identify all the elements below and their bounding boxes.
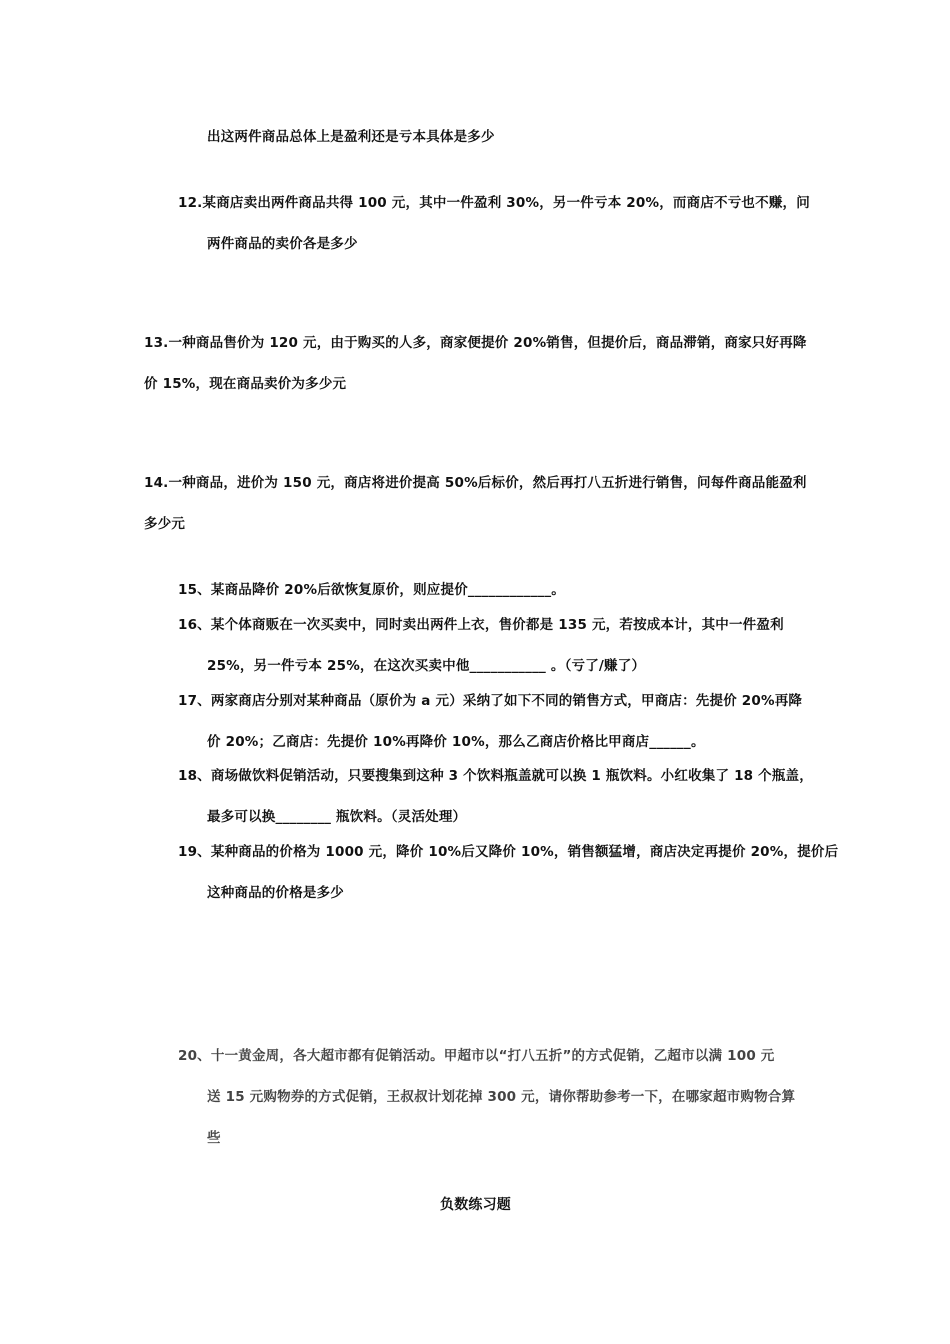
question-19: 19、某种商品的价格为 1000 元，降价 10%后又降价 10%，销售额猛增，商店决定再提价 20%，提价后: [178, 844, 839, 860]
question-12: 12.某商店卖出两件商品共得 100 元，其中一件盈利 30%，另一件亏本 20%，而商店不亏也不赚，问: [178, 195, 810, 211]
section-heading: 负数练习题: [440, 1197, 511, 1213]
question-20: 20、十一黄金周，各大超市都有促销活动。甲超市以“打八五折”的方式促销，乙超市以满 100 元: [178, 1048, 775, 1064]
text-line: 价 20%；乙商店：先提价 10%再降价 10%，那么乙商店价格比甲商店______。: [207, 734, 705, 750]
question-18: 18、商场做饮料促销活动，只要搜集到这种 3 个饮料瓶盖就可以换 1 瓶饮料。小红收集了 18 个瓶盖，: [178, 768, 813, 784]
text-line: 多少元: [144, 516, 186, 532]
text-line: 25%，另一件亏本 25%，在这次买卖中他___________ 。（亏了/赚了）: [207, 658, 646, 674]
text-line: 两件商品的卖价各是多少: [207, 236, 358, 252]
text-line: 价 15%，现在商品卖价为多少元: [144, 376, 347, 392]
text-line: 这种商品的价格是多少: [207, 885, 344, 901]
text-line: 最多可以换________ 瓶饮料。（灵活处理）: [207, 809, 467, 825]
text-line: 送 15 元购物券的方式促销，王叔叔计划花掉 300 元，请你帮助参考一下，在哪家超市购物合算: [207, 1089, 796, 1105]
text-line: 出这两件商品总体上是盈利还是亏本具体是多少: [207, 129, 495, 145]
question-17: 17、两家商店分别对某种商品（原价为 a 元）采纳了如下不同的销售方式，甲商店：先提价 20%再降: [178, 693, 803, 709]
question-13: 13.一种商品售价为 120 元，由于购买的人多，商家便提价 20%销售，但提价后，商品滞销，商家只好再降: [144, 335, 807, 351]
question-15: 15、某商品降价 20%后欲恢复原价，则应提价____________。: [178, 582, 565, 598]
text-line: 些: [207, 1130, 221, 1146]
question-14: 14.一种商品，进价为 150 元，商店将进价提高 50%后标价，然后再打八五折进行销售，问每件商品能盈利: [144, 475, 807, 491]
question-16: 16、某个体商贩在一次买卖中，同时卖出两件上衣，售价都是 135 元，若按成本计，其中一件盈利: [178, 617, 784, 633]
